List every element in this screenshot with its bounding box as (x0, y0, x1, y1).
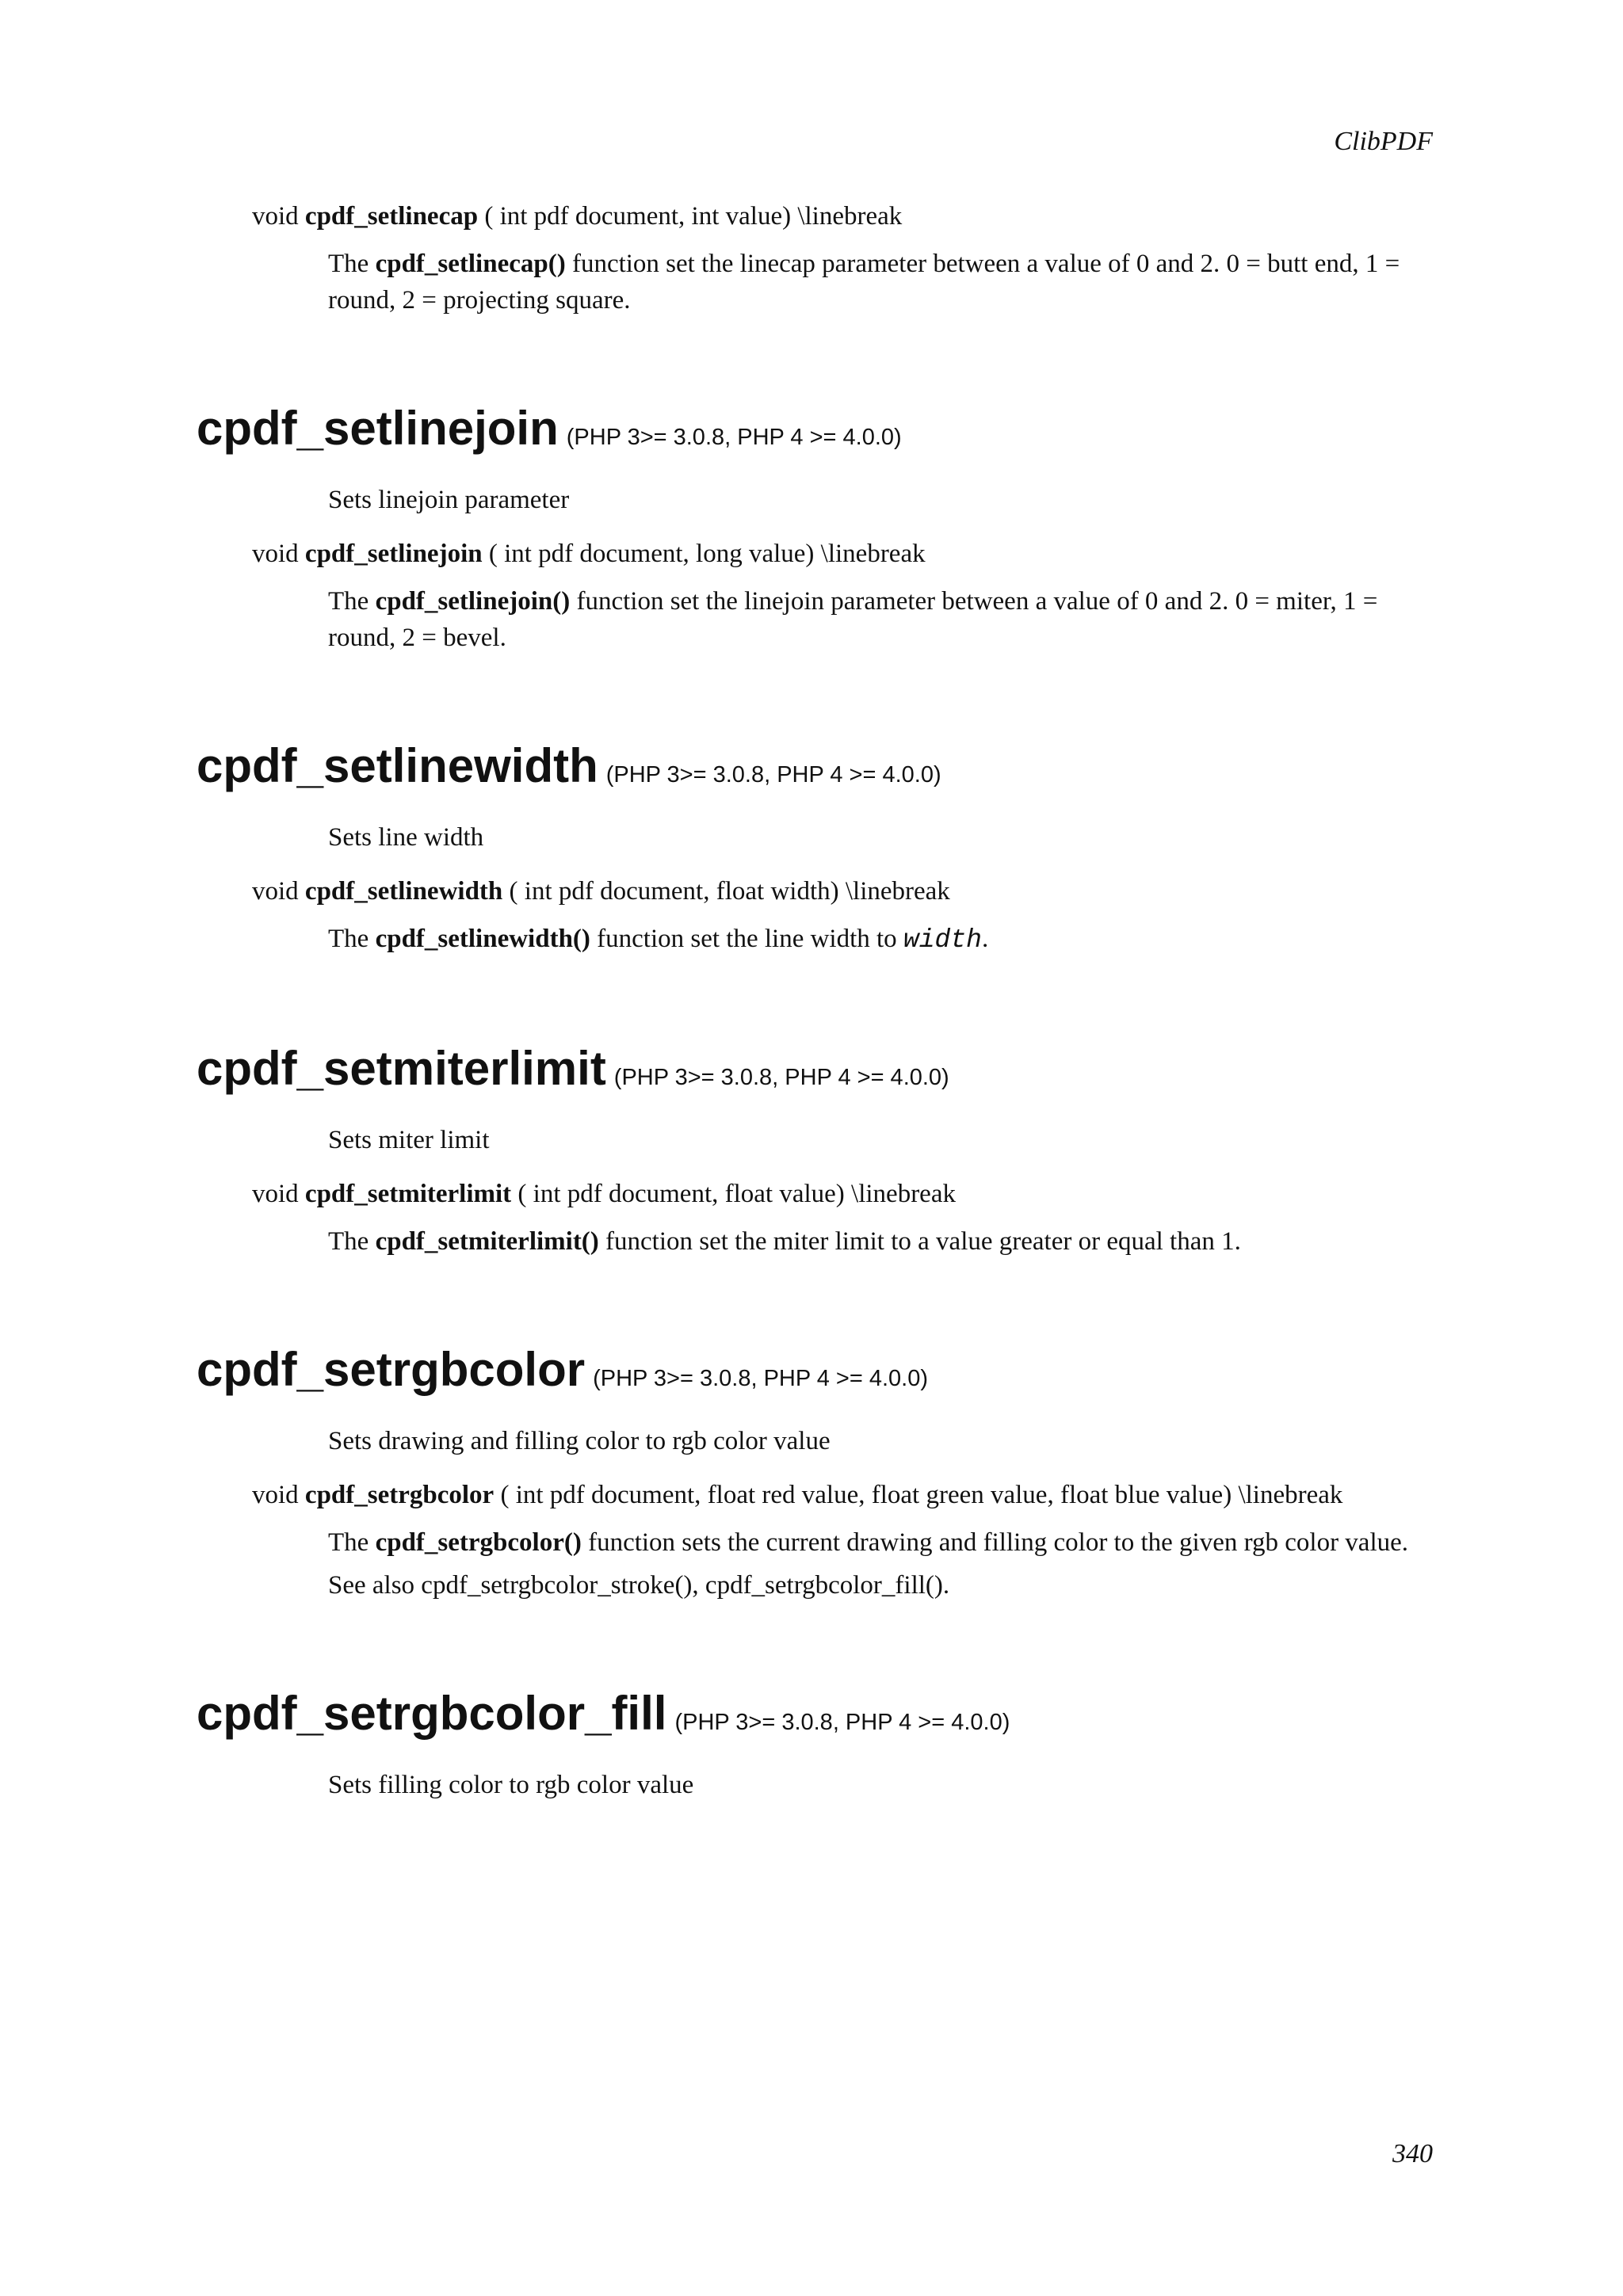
entry-title: cpdf_setmiterlimit (197, 1042, 606, 1095)
function-description (328, 246, 1438, 318)
function-args: ( int pdf document, float width) \linebreak (502, 877, 950, 906)
description-text: The (328, 1528, 376, 1557)
function-synopsis (252, 1477, 1433, 1513)
function-synopsis (252, 873, 1433, 910)
entry-version: (PHP 3>= 3.0.8, PHP 4 >= 4.0.0) (613, 1065, 949, 1090)
description-text: The (328, 587, 376, 616)
function-ref: cpdf_setmiterlimit() (375, 1227, 599, 1256)
see-also: See also cpdf_setrgbcolor_stroke(), cpdf_setrgbcolor_fill(). (328, 1571, 950, 1600)
entry-heading (197, 1041, 1433, 1097)
entry-title: cpdf_setlinewidth (197, 739, 598, 792)
entry-title: cpdf_setrgbcolor (197, 1343, 586, 1396)
page-content (197, 190, 1433, 1821)
return-type: void (252, 202, 305, 231)
function-description (328, 1524, 1438, 1561)
return-type: void (252, 1180, 305, 1208)
entry-purpose: Sets filling color to rgb color value (328, 1771, 694, 1799)
description-text: function set the line width to (590, 925, 903, 953)
function-args: ( int pdf document, float value) \linebreak (511, 1180, 956, 1208)
description-text: . (981, 925, 989, 953)
function-ref: cpdf_setlinejoin() (375, 587, 571, 616)
description-text: The (328, 1227, 376, 1256)
entry-purpose: Sets linejoin parameter (328, 486, 570, 514)
function-description (328, 921, 1438, 959)
entry-title: cpdf_setlinejoin (197, 402, 559, 455)
function-name: cpdf_setmiterlimit (304, 1180, 512, 1208)
description-text: The (328, 925, 376, 953)
function-synopsis (252, 536, 1433, 572)
return-type: void (252, 540, 305, 568)
description-text: function set the linecap parameter between a value of 0 and 2. 0 = butt end, 1 = round, 2 = projecting square. (328, 250, 1400, 315)
entry-heading (197, 738, 1433, 794)
function-ref: cpdf_setrgbcolor() (375, 1528, 582, 1557)
entry-heading (197, 401, 1433, 456)
running-header: ClibPDF (1334, 127, 1433, 156)
function-description (328, 583, 1438, 656)
function-args: ( int pdf document, int value) \linebreak (478, 202, 903, 231)
description-text: function sets the current drawing and filling color to the given rgb color value. (581, 1528, 1409, 1557)
page-number: 340 (1392, 2139, 1433, 2168)
function-args: ( int pdf document, float red value, float green value, float blue value) \linebreak (494, 1481, 1343, 1509)
entry-version: (PHP 3>= 3.0.8, PHP 4 >= 4.0.0) (593, 1366, 928, 1391)
entry-purpose: Sets drawing and filling color to rgb color value (328, 1427, 831, 1455)
description-text: function set the miter limit to a value greater or equal than 1. (598, 1227, 1241, 1256)
entry-purpose: Sets line width (328, 823, 484, 852)
function-name: cpdf_setrgbcolor (304, 1481, 495, 1509)
function-ref: cpdf_setlinewidth() (375, 925, 590, 953)
function-name: cpdf_setlinejoin (304, 540, 483, 568)
return-type: void (252, 1481, 305, 1509)
entry-title: cpdf_setrgbcolor_fill (197, 1687, 667, 1740)
entry-purpose: Sets miter limit (328, 1126, 490, 1154)
function-name: cpdf_setlinecap (304, 202, 479, 231)
function-ref: cpdf_setlinecap() (375, 250, 566, 278)
description-text: The (328, 250, 376, 278)
function-args: ( int pdf document, long value) \linebreak (482, 540, 926, 568)
entry-heading (197, 1342, 1433, 1398)
function-synopsis (252, 198, 1433, 235)
entry-version: (PHP 3>= 3.0.8, PHP 4 >= 4.0.0) (605, 762, 941, 788)
function-name: cpdf_setlinewidth (304, 877, 503, 906)
parameter-ref: width (903, 925, 982, 955)
return-type: void (252, 877, 305, 906)
function-description (328, 1223, 1438, 1260)
description-text: function set the linejoin parameter between a value of 0 and 2. 0 = miter, 1 = round, 2 = bevel. (328, 587, 1378, 652)
entry-version: (PHP 3>= 3.0.8, PHP 4 >= 4.0.0) (566, 425, 902, 450)
function-synopsis (252, 1176, 1433, 1212)
entry-version: (PHP 3>= 3.0.8, PHP 4 >= 4.0.0) (674, 1710, 1010, 1735)
entry-heading (197, 1686, 1433, 1741)
